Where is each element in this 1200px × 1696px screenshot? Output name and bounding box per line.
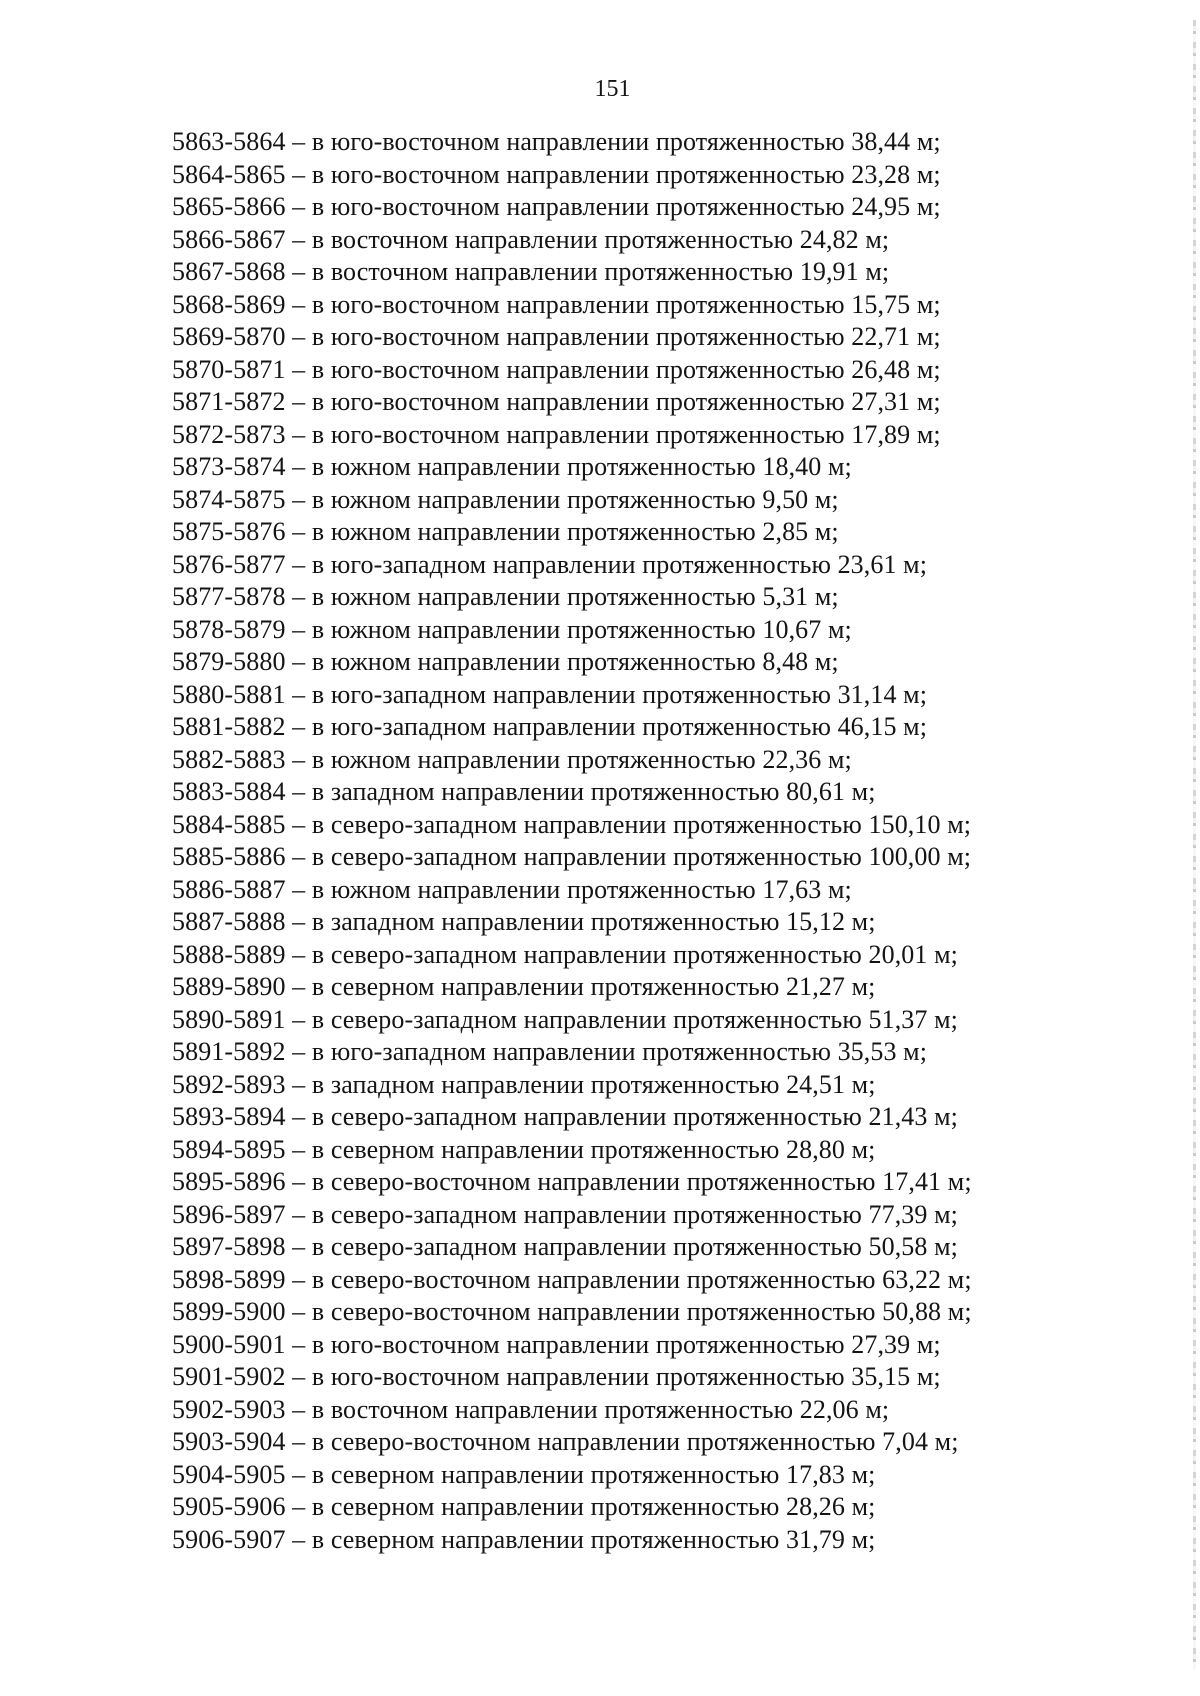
boundary-segment-line: 5892-5893 – в западном направлении протяженностью 24,51 м;	[172, 1069, 876, 1099]
boundary-segment-line: 5895-5896 – в северо-восточном направлении протяженностью 17,41 м;	[172, 1167, 972, 1196]
boundary-segment-line: 5864-5865 – в юго-восточном направлении протяженностью 23,28 м;	[172, 159, 941, 189]
boundary-segment-line: 5880-5881 – в юго-западном направлении протяженностью 31,14 м;	[172, 679, 928, 709]
boundary-segment-line: 5883-5884 – в западном направлении протяженностью 80,61 м;	[172, 777, 876, 806]
boundary-segment-line: 5893-5894 – в северо-западном направлении протяженностью 21,43 м;	[172, 1102, 958, 1131]
boundary-segment-line: 5863-5864 – в юго-восточном направлении протяженностью 38,44 м;	[172, 127, 941, 156]
boundary-segment-line: 5867-5868 – в восточном направлении протяженностью 19,91 м;	[172, 257, 890, 286]
boundary-segment-line: 5871-5872 – в юго-восточном направлении протяженностью 27,31 м;	[172, 387, 941, 416]
boundary-segment-line: 5888-5889 – в северо-западном направлении протяженностью 20,01 м;	[172, 939, 958, 969]
boundary-segment-line: 5872-5873 – в юго-восточном направлении протяженностью 17,89 м;	[172, 419, 941, 449]
boundary-segment-line: 5865-5866 – в юго-восточном направлении протяженностью 24,95 м;	[172, 192, 941, 221]
boundary-segment-line: 5898-5899 – в северо-восточном направлении протяженностью 63,22 м;	[172, 1264, 972, 1294]
boundary-segment-line: 5874-5875 – в южном направлении протяженностью 9,50 м;	[172, 484, 839, 514]
boundary-segment-line: 5906-5907 – в северном направлении протяженностью 31,79 м;	[172, 1524, 876, 1554]
boundary-segment-line: 5889-5890 – в северном направлении протяженностью 21,27 м;	[172, 972, 876, 1001]
boundary-segment-line: 5896-5897 – в северо-западном направлении протяженностью 77,39 м;	[172, 1199, 958, 1229]
boundary-segment-line: 5882-5883 – в южном направлении протяженностью 22,36 м;	[172, 744, 852, 774]
scan-edge-artifact	[1193, 20, 1196, 1670]
boundary-segment-line: 5887-5888 – в западном направлении протяженностью 15,12 м;	[172, 907, 876, 936]
boundary-segment-line: 5903-5904 – в северо-восточном направлении протяженностью 7,04 м;	[172, 1427, 959, 1456]
boundary-segment-line: 5878-5879 – в южном направлении протяженностью 10,67 м;	[172, 614, 852, 644]
boundary-segment-line: 5885-5886 – в северо-западном направлении протяженностью 100,00 м;	[172, 842, 972, 871]
boundary-segment-line: 5886-5887 – в южном направлении протяженностью 17,63 м;	[172, 874, 852, 904]
boundary-segment-line: 5881-5882 – в юго-западном направлении протяженностью 46,15 м;	[172, 712, 928, 741]
boundary-segment-line: 5873-5874 – в южном направлении протяженностью 18,40 м;	[172, 452, 852, 481]
boundary-segment-line: 5894-5895 – в северном направлении протяженностью 28,80 м;	[172, 1134, 876, 1164]
boundary-segment-line: 5897-5898 – в северо-западном направлении протяженностью 50,58 м;	[172, 1232, 958, 1261]
boundary-segment-line: 5866-5867 – в восточном направлении протяженностью 24,82 м;	[172, 224, 890, 254]
boundary-segment-line: 5900-5901 – в юго-восточном направлении протяженностью 27,39 м;	[172, 1329, 941, 1359]
boundary-segment-line: 5869-5870 – в юго-восточном направлении протяженностью 22,71 м;	[172, 322, 941, 351]
boundary-description-list	[172, 126, 1072, 1556]
boundary-segment-line: 5879-5880 – в южном направлении протяженностью 8,48 м;	[172, 647, 839, 676]
boundary-segment-line: 5884-5885 – в северо-западном направлении протяженностью 150,10 м;	[172, 809, 972, 839]
boundary-segment-line: 5891-5892 – в юго-западном направлении протяженностью 35,53 м;	[172, 1037, 928, 1066]
boundary-segment-line: 5899-5900 – в северо-восточном направлении протяженностью 50,88 м;	[172, 1297, 972, 1326]
boundary-segment-line: 5904-5905 – в северном направлении протяженностью 17,83 м;	[172, 1459, 876, 1489]
boundary-segment-line: 5902-5903 – в восточном направлении протяженностью 22,06 м;	[172, 1394, 890, 1424]
boundary-segment-line: 5905-5906 – в северном направлении протяженностью 28,26 м;	[172, 1492, 876, 1521]
boundary-segment-line: 5877-5878 – в южном направлении протяженностью 5,31 м;	[172, 582, 839, 611]
boundary-segment-line: 5876-5877 – в юго-западном направлении протяженностью 23,61 м;	[172, 549, 928, 579]
boundary-segment-line: 5890-5891 – в северо-западном направлении протяженностью 51,37 м;	[172, 1004, 958, 1034]
boundary-segment-line: 5868-5869 – в юго-восточном направлении протяженностью 15,75 м;	[172, 289, 941, 319]
boundary-segment-line: 5901-5902 – в юго-восточном направлении протяженностью 35,15 м;	[172, 1362, 941, 1391]
page-number: 151	[594, 76, 631, 102]
boundary-segment-line: 5870-5871 – в юго-восточном направлении протяженностью 26,48 м;	[172, 354, 941, 384]
boundary-segment-line: 5875-5876 – в южном направлении протяженностью 2,85 м;	[172, 517, 839, 546]
